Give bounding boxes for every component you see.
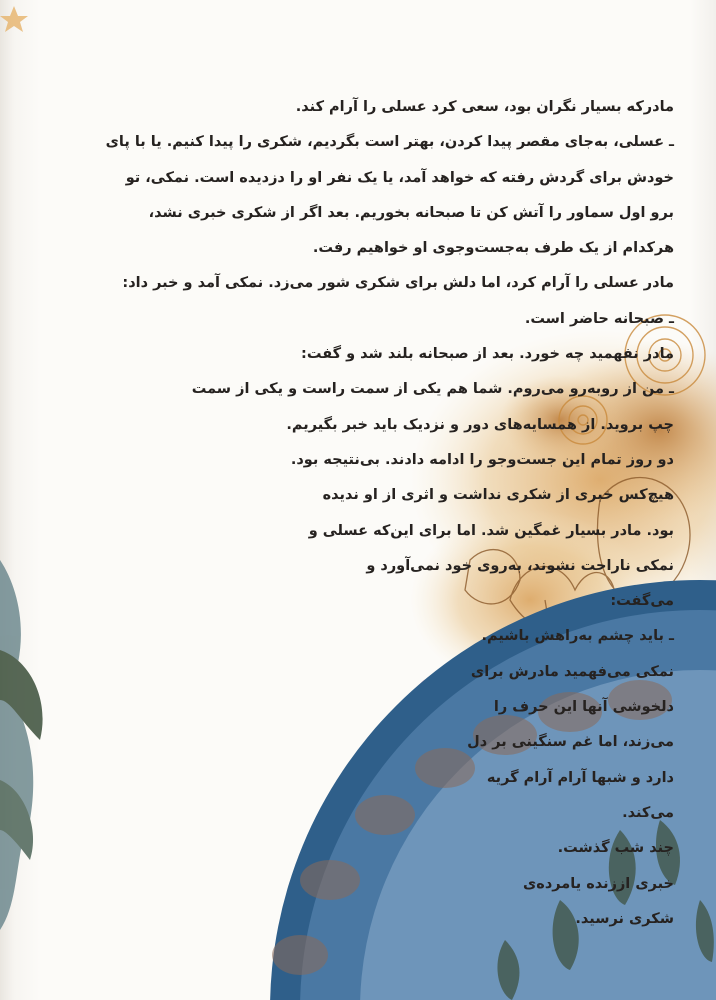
story-line: چند شب گذشت.: [557, 840, 674, 857]
story-line: ـ صبحانه حاضر است.: [524, 310, 674, 327]
story-line: می‌گفت:: [610, 593, 674, 610]
story-line: هیچ‌کس خبری از شکری نداشت و اثری از او ندیده: [322, 487, 674, 504]
story-line: دو روز تمام این جست‌وجو را ادامه دادند. بی‌نتیجه بود.: [290, 451, 674, 468]
story-line: مادر عسلی را آرام کرد، اما دلش برای شکری شور می‌زد. نمکی آمد و خبر داد:: [122, 275, 674, 292]
story-line: بود. مادر بسیار غمگین شد. اما برای این‌که عسلی و: [308, 522, 674, 539]
story-line: شکری نرسید.: [575, 910, 674, 927]
story-line: برو اول سماور را آتش کن تا صبحانه بخوریم. بعد اگر از شکری خبری نشد،: [148, 204, 674, 221]
story-text: [34, 90, 674, 937]
story-line: خودش برای گردش رفته‌ که خواهد آمد، یا یک نفر او را دزدیده است. نمکی، تو: [125, 169, 674, 186]
story-line: مادرکه بسیار نگران بود، سعی کرد عسلی را آرام کند.: [295, 99, 674, 115]
story-line: ـ باید چشم به‌راهش باشیم.: [481, 628, 674, 645]
story-line: می‌کند.: [622, 804, 674, 821]
story-line: مادر نفهمید چه خورد. بعد از صبحانه بلند شد و گفت:: [301, 346, 674, 363]
story-line: دلخوشی آنها این حرف را: [493, 699, 674, 716]
story-line: دارد و شبها آرام آرام گریه: [486, 769, 674, 786]
story-line: ـ من از روبه‌رو می‌روم. شما هم یکی از سمت راست و یکی از سمت: [191, 381, 674, 398]
story-line: هرکدام از یک طرف به‌جست‌وجوی او خواهیم رفت.: [312, 240, 674, 257]
story-line: چپ بروید. از همسایه‌های دور و نزدیک باید خبر بگیریم.: [286, 416, 674, 433]
story-line: می‌زند، اما غم سنگینی بر دل: [467, 734, 674, 751]
story-line: خبری اززنده یامرده‌ی: [523, 875, 674, 892]
star-icon: [0, 6, 28, 32]
story-line: نمکی ناراحت نشوند، به‌روی خود نمی‌آورد و: [366, 557, 674, 574]
story-line: ـ عسلی، به‌جای مقصر پیدا کردن، بهتر است بگردیم، شکری را پیدا کنیم. یا با پای: [105, 134, 674, 151]
story-line: نمکی می‌فهمید مادرش برای: [470, 663, 674, 680]
